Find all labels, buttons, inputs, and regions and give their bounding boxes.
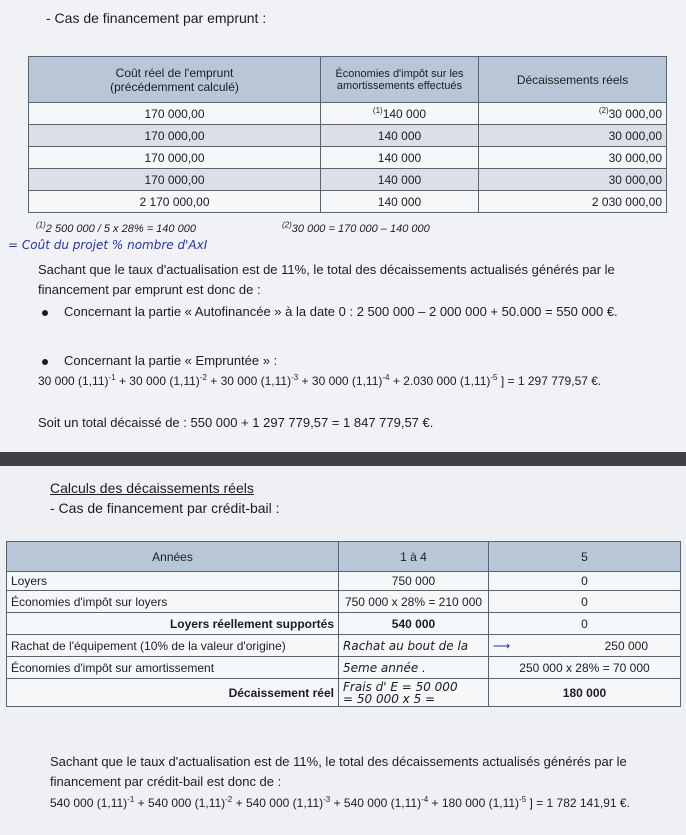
cell-cost: 170 000,00 — [29, 125, 321, 147]
handwritten-note: = Coût du projet % nombre d'AxI — [8, 238, 208, 252]
lease-paragraph-line1: Sachant que le taux d'actualisation est de 11%, le total des décaissements actualisés générés par le — [50, 754, 627, 769]
cell-year-5: 0 — [489, 591, 681, 613]
table-row — [29, 191, 667, 213]
footnote-2 — [282, 220, 430, 235]
footnote-1-mark: (1) — [36, 220, 46, 230]
page-separator — [0, 452, 686, 466]
cell-year-5 — [489, 635, 681, 657]
header-years: Années — [7, 542, 339, 572]
handwritten-line: = 50 000 x 5 = — [343, 691, 436, 706]
formula-term: + 180 000 (1,11) — [428, 796, 520, 810]
header-cost — [29, 57, 321, 103]
loan-table-header — [29, 57, 667, 103]
loan-table — [28, 56, 667, 213]
formula-result: ] = 1 782 141,91 €. — [526, 796, 630, 810]
cell-tax: 140 000 — [321, 169, 479, 191]
header-cost-line1: Coût réel de l'emprunt — [115, 65, 234, 80]
formula-term: + 540 000 (1,11) — [232, 796, 324, 810]
table-row — [29, 103, 667, 125]
table-row — [7, 591, 681, 613]
formula-term: + 30 000 (1,11) — [115, 374, 200, 388]
formula-term: + 540 000 (1,11) — [134, 796, 226, 810]
table-row — [29, 169, 667, 191]
table-row — [29, 125, 667, 147]
header-cost-line2: (précédemment calculé) — [110, 79, 239, 94]
formula-exp: -4 — [382, 373, 390, 382]
row-label: Décaissement réel — [7, 679, 339, 707]
formula-exp: -1 — [108, 373, 116, 382]
bullet-icon — [42, 359, 48, 365]
bullet-self-financed — [42, 304, 618, 319]
formula-term: 30 000 (1,11) — [38, 374, 109, 388]
formula-exp: -5 — [519, 795, 527, 804]
formula-term: + 540 000 (1,11) — [330, 796, 422, 810]
cell-disb-value: 30 000,00 — [608, 106, 662, 121]
formula-exp: -4 — [421, 795, 429, 804]
arrow-right-icon: ⟶ — [493, 638, 511, 653]
header-year-5: 5 — [489, 542, 681, 572]
row-label: Loyers réellement supportés — [7, 613, 339, 635]
footnote-2-text: 30 000 = 170 000 – 140 000 — [291, 223, 430, 235]
cell-cost: 170 000,00 — [29, 103, 321, 125]
cell-tax — [321, 103, 479, 125]
cell-year-5: 0 — [489, 572, 681, 591]
formula-result: ] = 1 297 779,57 €. — [497, 374, 602, 388]
lease-table-header — [7, 542, 681, 572]
loan-paragraph-line1: Sachant que le taux d'actualisation est de 11%, le total des décaissements actualisés générés par le — [38, 262, 615, 277]
cell-year-5: 180 000 — [489, 679, 681, 707]
bullet-borrowed — [42, 353, 277, 368]
formula-term: + 30 000 (1,11) — [206, 374, 292, 388]
header-disbursement: Décaissements réels — [479, 57, 667, 103]
formula-term: + 2.030 000 (1,11) — [389, 374, 491, 388]
cell-year-5-value: 250 000 — [604, 638, 648, 653]
lease-paragraph-line2: financement par crédit-bail est donc de : — [50, 774, 282, 789]
handwritten-cell: Rachat au bout de la — [339, 635, 489, 657]
formula-exp: -2 — [225, 795, 233, 804]
table-row — [29, 147, 667, 169]
header-years-1-4: 1 à 4 — [339, 542, 489, 572]
lease-table — [6, 541, 681, 707]
table-row — [7, 635, 681, 657]
loan-heading: - Cas de financement par emprunt : — [46, 10, 267, 26]
cell-cost: 170 000,00 — [29, 169, 321, 191]
table-row — [7, 657, 681, 679]
formula-exp: -3 — [291, 373, 299, 382]
cell-cost: 170 000,00 — [29, 147, 321, 169]
row-label: Économies d'impôt sur loyers — [7, 591, 339, 613]
cell-tax: 140 000 — [321, 125, 479, 147]
footnote-1-text: 2 500 000 / 5 x 28% = 140 000 — [45, 223, 196, 235]
formula-term: 540 000 (1,11) — [50, 796, 128, 810]
lease-formula — [50, 796, 630, 810]
handwritten-cell: 5eme année . — [339, 657, 489, 679]
loan-paragraph-line2: financement par emprunt est donc de : — [38, 282, 261, 297]
cell-year-5: 0 — [489, 613, 681, 635]
header-tax-line1: Économies d'impôt sur les — [335, 67, 464, 80]
handwritten-line: Frais d' E = 50 000 — [343, 679, 458, 694]
formula-exp: -1 — [127, 795, 135, 804]
table-row — [7, 679, 681, 707]
cell-cost: 2 170 000,00 — [29, 191, 321, 213]
cell-tax: 140 000 — [321, 147, 479, 169]
cell-year-5: 250 000 x 28% = 70 000 — [489, 657, 681, 679]
cell-years-1-4: 750 000 x 28% = 210 000 — [339, 591, 489, 613]
formula-exp: -3 — [323, 795, 331, 804]
row-label: Rachat de l'équipement (10% de la valeur d'origine) — [7, 635, 339, 657]
cell-disb — [479, 103, 667, 125]
note-mark-2: (2) — [598, 105, 609, 115]
footnote-1 — [36, 220, 196, 235]
row-label: Loyers — [7, 572, 339, 591]
cell-disb: 30 000,00 — [479, 125, 667, 147]
document-page-bottom — [0, 466, 686, 835]
cell-tax-value: 140 000 — [382, 106, 427, 121]
formula-exp: -2 — [199, 373, 207, 382]
table-row — [7, 613, 681, 635]
table-row — [7, 572, 681, 591]
cell-years-1-4: 750 000 — [339, 572, 489, 591]
cell-years-1-4: 540 000 — [339, 613, 489, 635]
header-tax — [321, 57, 479, 103]
formula-term: + 30 000 (1,11) — [298, 374, 383, 388]
bullet-borrowed-text: Concernant la partie « Empruntée » : — [64, 353, 278, 368]
cell-disb: 30 000,00 — [479, 169, 667, 191]
bullet-self-financed-text: Concernant la partie « Autofinancée » à la date 0 : 2 500 000 – 2 000 000 + 50.000 = 550 000 €. — [64, 304, 618, 319]
lease-title: Calculs des décaissements réels — [50, 480, 254, 496]
loan-formula — [38, 374, 601, 388]
cell-disb: 2 030 000,00 — [479, 191, 667, 213]
cell-disb: 30 000,00 — [479, 147, 667, 169]
cell-tax: 140 000 — [321, 191, 479, 213]
row-label: Économies d'impôt sur amortissement — [7, 657, 339, 679]
handwritten-cell — [339, 679, 489, 707]
loan-total: Soit un total décaissé de : 550 000 + 1 297 779,57 = 1 847 779,57 €. — [38, 415, 434, 430]
bullet-icon — [42, 310, 48, 316]
footnote-2-mark: (2) — [282, 220, 292, 230]
formula-exp: -5 — [490, 373, 498, 382]
note-mark-1: (1) — [372, 105, 383, 115]
lease-heading: - Cas de financement par crédit-bail : — [50, 500, 280, 516]
header-tax-line2: amortissements effectués — [336, 79, 463, 92]
